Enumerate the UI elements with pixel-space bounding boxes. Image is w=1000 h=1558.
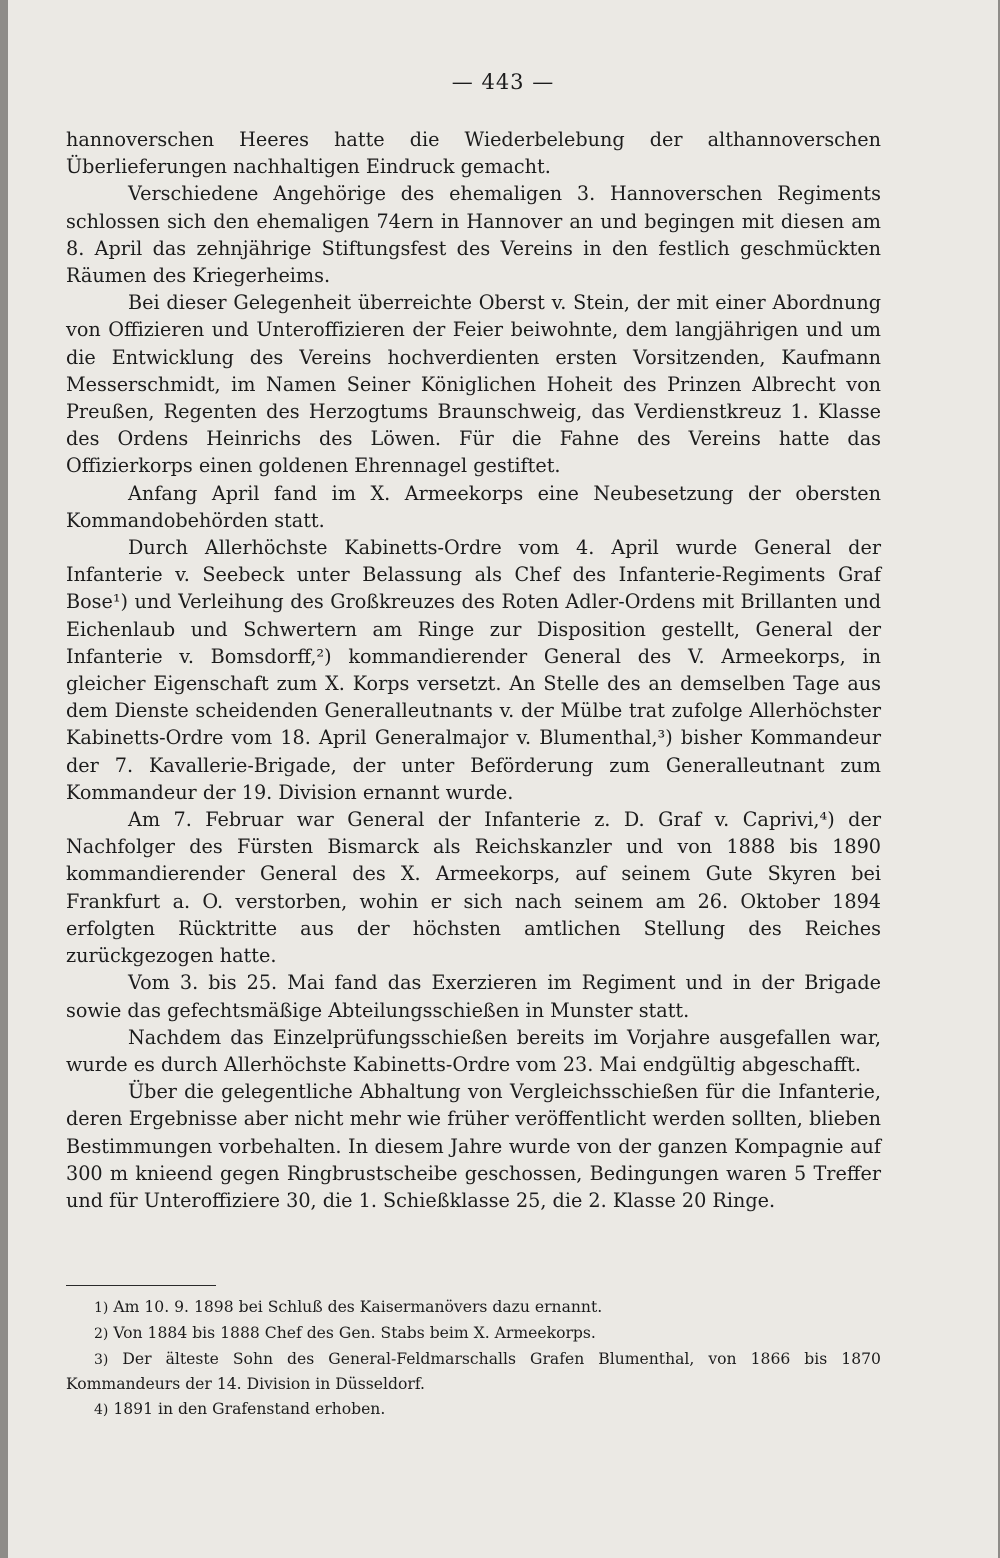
- footnote: [66, 1347, 881, 1398]
- footnote-mark: 4): [94, 1402, 109, 1419]
- footnote-text: Am 10. 9. 1898 bei Schluß des Kaisermanövers dazu ernannt.: [113, 1298, 603, 1316]
- footnote-text: Von 1884 bis 1888 Chef des Gen. Stabs beim X. Armeekorps.: [113, 1323, 596, 1342]
- paragraph: Bei dieser Gelegenheit überreichte Oberst v. Stein, der mit einer Abordnung von Offizieren und Unteroffizieren der Feier beiwohnte, dem langjährigen und um die Entwicklung des Vereins hochverdienten ersten Vorsitzenden, Kaufmann Messerschmidt, im Namen Seiner Königlichen Hoheit des Prinzen Albrecht von Preußen, Regenten des Herzogtums Braunschweig, das Verdienstkreuz 1. Klasse des Ordens Heinrichs des Löwen. Für die Fahne des Vereins hatte das Offizierkorps einen goldenen Ehrennagel gestiftet.: [66, 291, 881, 478]
- paragraph: Durch Allerhöchste Kabinetts-Ordre vom 4. April wurde General der Infanterie v. Seebeck unter Belassung als Chef des Infanterie-Regiments Graf Bose¹) und Verleihung des Großkreuzes des Roten Adler-Ordens mit Brillanten und Eichenlaub und Schwertern am Ringe zur Disposition gestellt, General der Infanterie v. Bomsdorff,²) kommandierender General des V. Armeekorps, in gleicher Eigenschaft zum X. Korps versetzt. An Stelle des an demselben Tage aus dem Dienste scheidenden Generalleutnants v. der Mülbe trat zufolge Allerhöchster Kabinetts-Ordre vom 18. April Generalmajor v. Blumenthal,³) bisher Kommandeur der 7. Kavallerie-Brigade, der unter Beförderung zum Generalleutnant zum Kommandeur der 19. Division ernannt wurde.: [66, 536, 881, 804]
- body-text: [66, 126, 881, 1214]
- paragraph: Über die gelegentliche Abhaltung von Vergleichsschießen für die Infanterie, deren Ergebnisse aber nicht mehr wie früher veröffentlicht werden sollten, blieben Bestimmungen vorbehalten. In diesem Jahre wurde von der ganzen Kompagnie auf 300 m knieend gegen Ringbrustscheibe geschossen, Bedingungen waren 5 Treffer und für Unteroffiziere 30, die 1. Schießklasse 25, die 2. Klasse 20 Ringe.: [66, 1080, 881, 1212]
- paragraph: Anfang April fand im X. Armeekorps eine Neubesetzung der obersten Kommandobehörden statt.: [66, 481, 881, 532]
- footnote-divider: [66, 1285, 216, 1286]
- paragraph: Nachdem das Einzelprüfungsschießen bereits im Vorjahre ausgefallen war, wurde es durch Allerhöchste Kabinetts-Ordre vom 23. Mai endgültig abgeschafft.: [66, 1025, 881, 1076]
- footnote-text: Der älteste Sohn des General-Feldmarschalls Grafen Blumenthal, von 1866 bis 1870 Kommandeurs der 14. Division in Düsseldorf.: [66, 1349, 881, 1394]
- footnote-text: 1891 in den Grafenstand erhoben.: [113, 1400, 386, 1419]
- footnote: [66, 1295, 881, 1321]
- book-page: [8, 0, 998, 1558]
- paragraph: Verschiedene Angehörige des ehemaligen 3. Hannoverschen Regiments schlossen sich den ehemaligen 74ern in Hannover an und begingen mit diesen am 8. April das zehnjährige Stiftungsfest des Vereins in den festlich geschmückten Räumen des Kriegerheims.: [66, 182, 881, 288]
- footnote-mark: 3): [94, 1351, 109, 1368]
- page-number: — 443 —: [451, 70, 555, 94]
- paragraph: Am 7. Februar war General der Infanterie z. D. Graf v. Caprivi,⁴) der Nachfolger des Fürsten Bismarck als Reichskanzler und von 1888 bis 1890 kommandierender General des X. Armeekorps, auf seinem Gute Skyren bei Frankfurt a. O. verstorben, wohin er sich nach seinem am 26. Oktober 1894 erfolgten Rücktritte aus der höchsten amtlichen Stellung des Reiches zurückgezogen hatte.: [66, 808, 881, 968]
- footnote: [66, 1397, 881, 1423]
- footnote-mark: 1): [94, 1300, 109, 1316]
- footnote-mark: 2): [94, 1325, 109, 1342]
- paragraph: hannoverschen Heeres hatte die Wiederbelebung der althannoverschen Überlieferungen nachhaltigen Eindruck gemacht.: [66, 128, 881, 179]
- footnote: [66, 1321, 881, 1347]
- footnotes: [66, 1295, 881, 1423]
- paragraph: Vom 3. bis 25. Mai fand das Exerzieren im Regiment und in der Brigade sowie das gefechtsmäßige Abteilungsschießen in Munster statt.: [66, 971, 881, 1022]
